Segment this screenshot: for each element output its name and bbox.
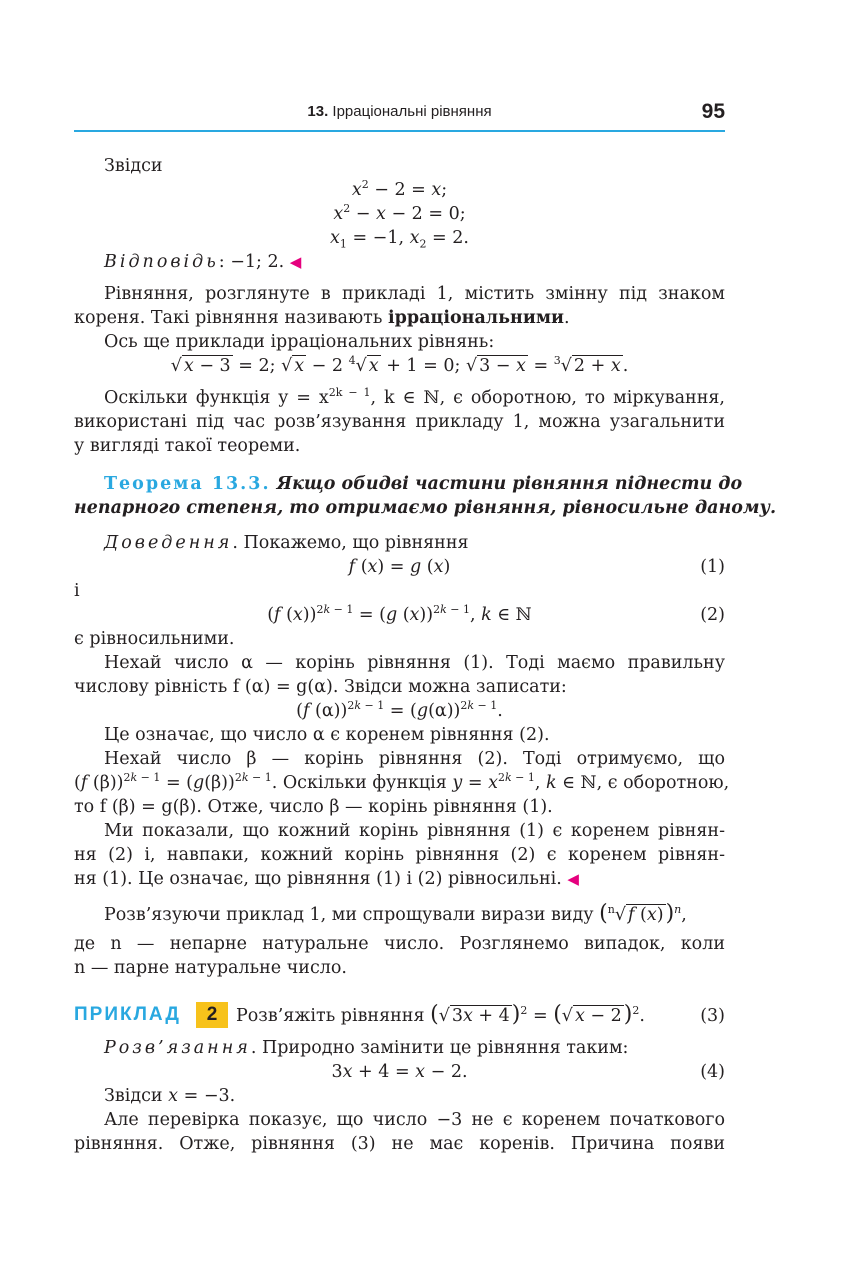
paragraph-line: ня (2) і, навпаки, кожний корінь рівняння (2) є коренем рівнян-: [74, 845, 725, 865]
paragraph-line: Це означає, що число α є коренем рівняння (2).: [104, 725, 550, 745]
text-line: Звідси: [104, 156, 163, 176]
theorem-line: Теорема 13.3. Якщо обидві частини рівняння піднести до: [104, 474, 743, 494]
equation-4: 3x + 4 = x − 2.: [331, 1062, 468, 1082]
paragraph-line: Ось ще приклади ірраціональних рівнянь:: [104, 332, 495, 352]
paragraph-line: то f (β) = g(β). Отже, число β — корінь рівняння (1).: [74, 797, 553, 817]
example-label: ПРИКЛАД: [74, 1004, 181, 1025]
equation-tag: (1): [700, 557, 725, 577]
paragraph-line: де n — непарне натуральне число. Розглянемо випадок, коли: [74, 934, 725, 954]
answer-line: [104, 250, 301, 274]
equation-examples: √ x − 3 = 2; √ x − 2 $^4$√ x + 1 = 0; √ 3 − x = $^3$√ 2 + x .: [170, 354, 629, 376]
text-line: Звідси x = −3.: [104, 1086, 236, 1106]
left-triangle-icon: ◀: [567, 870, 579, 888]
paragraph-line: рівняння. Отже, рівняння (3) не має коренів. Причина появи: [74, 1134, 725, 1154]
answer-label: Відповідь: [104, 252, 219, 272]
paragraph-line: n — парне натуральне число.: [74, 958, 347, 978]
running-title: [74, 103, 725, 120]
equation-tag: (2): [700, 605, 725, 625]
paragraph-line: використані під час розв’язування прикладу 1, можна узагальнити: [74, 412, 725, 432]
example-task: Розв’яжіть рівняння (√ 3x + 4)$^2$ = (√ x − 2)$^2$.: [236, 1002, 645, 1027]
answer-value: : −1; 2.: [218, 252, 285, 272]
paragraph-line: у вигляді такої теореми.: [74, 436, 301, 456]
proof-label: Доведення: [104, 533, 233, 553]
paragraph-line: Ми показали, що кожний корінь рівняння (1) є коренем рівнян-: [104, 821, 725, 841]
paragraph-line: ня (1). Це означає, що рівняння (1) і (2) рівносильні. ◀: [74, 869, 579, 889]
equation-1: f (x) = g (x): [348, 557, 451, 577]
equation-2: (f (x))$^{2k - 1}$ = (g (x))$^{2k - 1}$, k ∈ ℕ: [267, 603, 532, 625]
equation-line: $x^2 - 2 = x$;: [351, 178, 448, 200]
paragraph-line: числову рівність f (α) = g(α). Звідси можна записати:: [74, 677, 567, 697]
theorem-label: Теорема 13.3.: [104, 474, 271, 494]
page-header: [74, 100, 725, 132]
equation-line: $x^2 - x - 2 = 0$;: [333, 202, 466, 224]
example-number-badge: 2: [196, 1002, 228, 1028]
section-number: 13.: [307, 103, 329, 120]
term-irrational: ірраціональними: [387, 308, 564, 328]
page-number: 95: [701, 100, 725, 123]
left-triangle-icon: ◀: [289, 253, 302, 271]
equation-line: $x_1 = -1$, $x_2 = 2$.: [330, 228, 469, 251]
paragraph-line: Нехай число α — корінь рівняння (1). Тоді маємо правильну: [104, 653, 725, 673]
proof-line: Доведення. Покажемо, що рівняння: [104, 533, 469, 553]
text-line: і: [74, 581, 80, 601]
equation-tag: (4): [700, 1062, 725, 1082]
solution-line: Розв’язання. Природно замінити це рівняння таким:: [104, 1038, 629, 1058]
equation-line: (f $(\alpha))^{2k - 1} = (g(\alpha))^{2k - 1}$.: [296, 699, 503, 721]
text-line: є рівносильними.: [74, 629, 235, 649]
paragraph-line: кореня. Такі рівняння називають ірраціональними.: [74, 308, 570, 328]
paragraph-line: Рівняння, розглянуте в прикладі 1, містить змінну під знаком: [104, 284, 725, 304]
equation-tag: (3): [700, 1006, 725, 1026]
paragraph-line: Оскільки функція $y = x^{2k - 1}$, k ∈ ℕ, є оборотною, то міркування,: [104, 386, 725, 408]
paragraph-line: (f $(\beta))^{2k - 1} = (g(\beta))^{2k - 1}$. Оскільки функція $y = x^{2k - 1}$, k ∈ ℕ, є оборотною,: [74, 771, 730, 793]
paragraph-line: Але перевірка показує, що число −3 не є коренем початкового: [104, 1110, 725, 1130]
paragraph-line: Розв’язуючи приклад 1, ми спрощували вирази виду ($^n$√ f (x))$^n$,: [104, 901, 687, 926]
solution-label: Розв’язання: [104, 1038, 251, 1058]
section-title: Ірраціональні рівняння: [332, 103, 492, 120]
paragraph-line: Нехай число β — корінь рівняння (2). Тоді отримуємо, що: [104, 749, 725, 769]
theorem-line: непарного степеня, то отримаємо рівняння, рівносильне даному.: [74, 498, 777, 518]
